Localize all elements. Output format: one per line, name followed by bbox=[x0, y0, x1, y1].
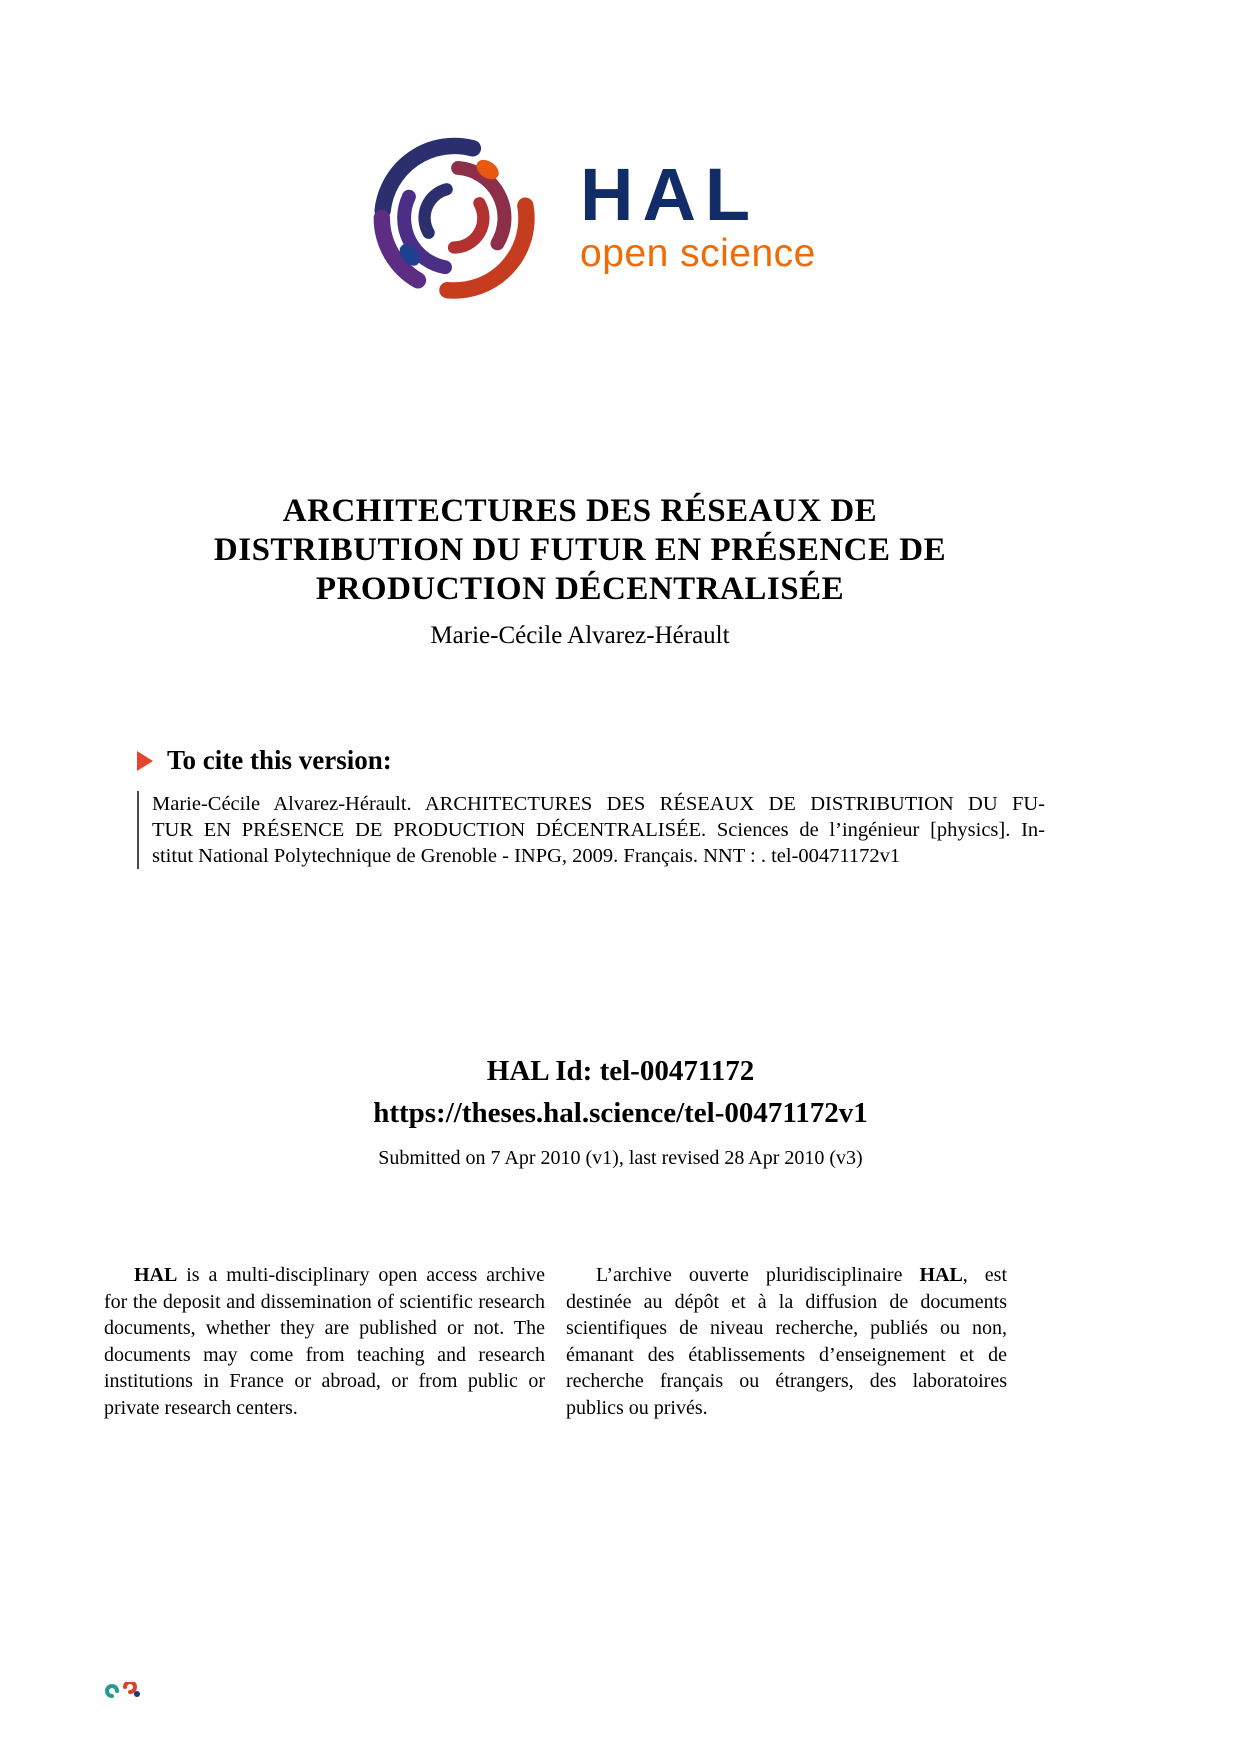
abstract-en bbox=[104, 1262, 545, 1421]
cite-triangle-icon bbox=[137, 751, 153, 771]
abstract-en-bold: HAL bbox=[134, 1264, 178, 1286]
footer-logo bbox=[103, 1682, 143, 1700]
citation-block bbox=[137, 791, 1045, 869]
hal-id-url-link[interactable]: https://theses.hal.science/tel-00471172v1 bbox=[373, 1097, 868, 1129]
citation-line: Marie-Cécile Alvarez-Hérault. ARCHITECTURES DES RÉSEAUX DE DISTRIBUTION DU FU- bbox=[152, 793, 1045, 815]
paper-title-line: PRODUCTION DÉCENTRALISÉE bbox=[315, 571, 845, 607]
citation-line: stitut National Polytechnique de Grenoble - INPG, 2009. Français. NNT : . tel-00471172v1 bbox=[152, 845, 901, 867]
paper-title-line: ARCHITECTURES DES RÉSEAUX DE bbox=[282, 493, 878, 529]
abstract-fr-pre: L’archive ouverte pluridisciplinaire bbox=[596, 1264, 920, 1286]
abstract-en-text: is a multi-disciplinary open access archive for the deposit and dissemination of scientific research documents, whether they are published or not. The documents may come from teaching and research institutions in France or abroad, or from public or private research centers. bbox=[104, 1264, 545, 1419]
hal-swirl-icon bbox=[372, 136, 536, 300]
citation-line: TUR EN PRÉSENCE DE PRODUCTION DÉCENTRALISÉE. Sciences de l’ingénieur [physics]. In- bbox=[152, 819, 1045, 841]
paper-title bbox=[104, 492, 1056, 609]
submission-info: Submitted on 7 Apr 2010 (v1), last revised 28 Apr 2010 (v3) bbox=[378, 1147, 863, 1169]
abstract-columns bbox=[104, 1262, 1007, 1421]
abstract-fr-bold: HAL bbox=[919, 1264, 963, 1286]
abstract-fr-text: , est destinée au dépôt et à la diffusion de documents scientifiques de niveau recherche, publiés ou non, émanant des établissements d’enseignement et de recherche français ou étrangers, des laboratoires publics ou privés. bbox=[566, 1264, 1007, 1419]
author-name: Marie-Cécile Alvarez-Hérault bbox=[430, 622, 730, 649]
paper-title-line: DISTRIBUTION DU FUTUR EN PRÉSENCE DE bbox=[213, 532, 947, 568]
hal-wordmark: HAL bbox=[580, 153, 760, 236]
hal-id-block bbox=[0, 1050, 1241, 1172]
cite-heading-label: To cite this version: bbox=[167, 745, 392, 775]
hal-logo bbox=[372, 136, 816, 300]
abstract-en-paragraph bbox=[104, 1262, 545, 1421]
hal-logo-text bbox=[580, 153, 816, 277]
hal-tagline: open science bbox=[580, 232, 816, 275]
abstract-fr bbox=[566, 1262, 1007, 1421]
abstract-fr-paragraph bbox=[566, 1262, 1007, 1421]
hal-id-label: HAL Id: tel-00471172 bbox=[486, 1055, 755, 1087]
cite-heading bbox=[137, 745, 392, 776]
